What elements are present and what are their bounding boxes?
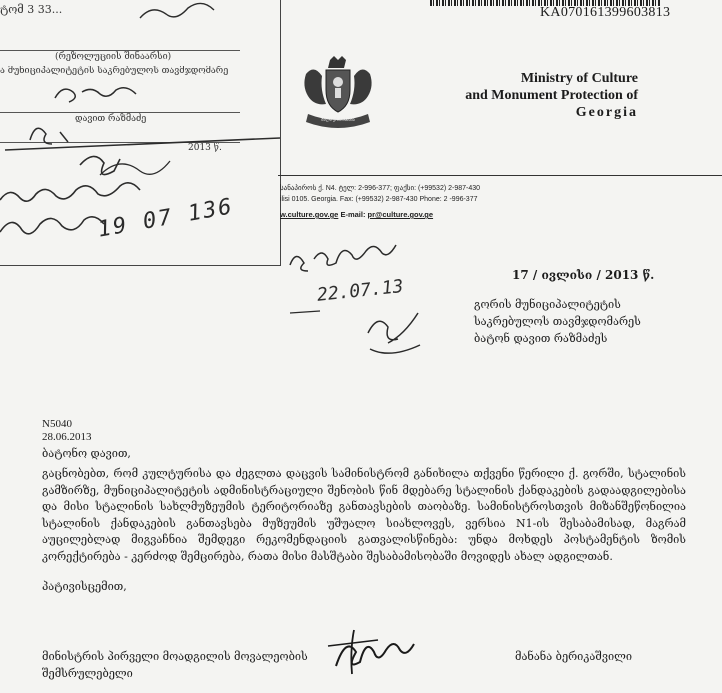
svg-text:ძალა ერთობაშია: ძალა ერთობაშია [321, 117, 355, 122]
letter-body: გაცნობებთ, რომ კულტურისა და ძეგლთა დაცვის სამინისტრომ განიხილა თქვენი წერილი ქ. გორში, სტალინის გამზირზე, მუნიციპალიტეტის ადმინისტრაციული შენობის წინ მდებარე სტალინის ქანდაკების გადაადგილებისა და მისი სტალინის სახლმუზეუმის ტერიტორიაზე განთავსების თაობაზე. სამინისტროსთვის მიზანშეწონილია სტალინის ქანდაკების განთავსება მუზეუმის უშუალო სიახლოვეს, ვერსია N1-ის შესაბამისად, მაგრამ აუცილებლად მიგვაჩნია შემდეგი რეკომენდაციის გათვალისწინება: უნდა მოხდეს პოსტამენტის ზომის კორექტირება - კერძოდ შემცირება, რათა მისი მასშტაბი შესაბამისობაში მოვიდეს ახალ ადგილთან. [42, 467, 686, 563]
greeting: ბატონო დავით, [42, 447, 131, 460]
closing: პატივისცემით, [42, 580, 127, 593]
contact-line: სანაპიროს ქ. N4. ტელ: 2-996-377; ფაქსი: (+99532) 2-987-430 [280, 185, 481, 192]
signatory-title: შემსრულებელი [42, 667, 133, 680]
letter-date: 17 / ივლისი / 2013 წ. [512, 268, 655, 282]
email-link[interactable]: pr@culture.gov.ge [367, 210, 434, 219]
reference-number: N5040 [42, 418, 72, 430]
handwritten-number: 19 07 136 [96, 194, 236, 243]
ministry-title [452, 70, 638, 121]
signature [318, 622, 418, 682]
ministry-line: Ministry of Culture [520, 71, 638, 86]
contact-line: ilisi 0105. Georgia. Fax: (+99532) 2-987-430 Phone: 2 -996-377 [280, 196, 478, 203]
coat-of-arms-icon [300, 56, 376, 128]
stamp-top-line: ტომ 3 33... [0, 3, 63, 16]
addressee-line: გორის მუნიციპალიტეტის [474, 298, 621, 311]
handwritten-date: 22.07.13 [316, 275, 405, 306]
email-label: E-mail: [340, 210, 366, 219]
stamp-chairman-label: ა მუნიციპალიტეტის საკრებულოს თავმჯდომარე [0, 66, 229, 76]
reference-date: 28.06.2013 [42, 431, 92, 443]
signatory-title: მინისტრის პირველი მოადგილის მოვალეობის [42, 650, 308, 663]
stamp-name-label: დავით რაზმაძე [75, 114, 147, 124]
registration-number: KA070161399603813 [540, 5, 671, 20]
addressee-line: საკრებულოს თავმჯდომარეს [474, 315, 641, 328]
ministry-line: Georgia [575, 105, 638, 120]
signatory-name: მანანა ბერიკაშვილი [515, 650, 632, 663]
header-rule [278, 175, 722, 176]
contact-web [280, 210, 433, 219]
stamp-year: 2013 წ. [188, 143, 222, 153]
addressee-line: ბატონ დავით რაზმაძეს [474, 332, 608, 345]
ministry-line: and Monument Protection of [465, 88, 638, 103]
resolution-handwriting [280, 225, 480, 375]
stamp-resolution-label: (რეზოლუციის შინაარსი) [55, 52, 172, 62]
website-link[interactable]: w.culture.gov.ge [280, 210, 339, 219]
